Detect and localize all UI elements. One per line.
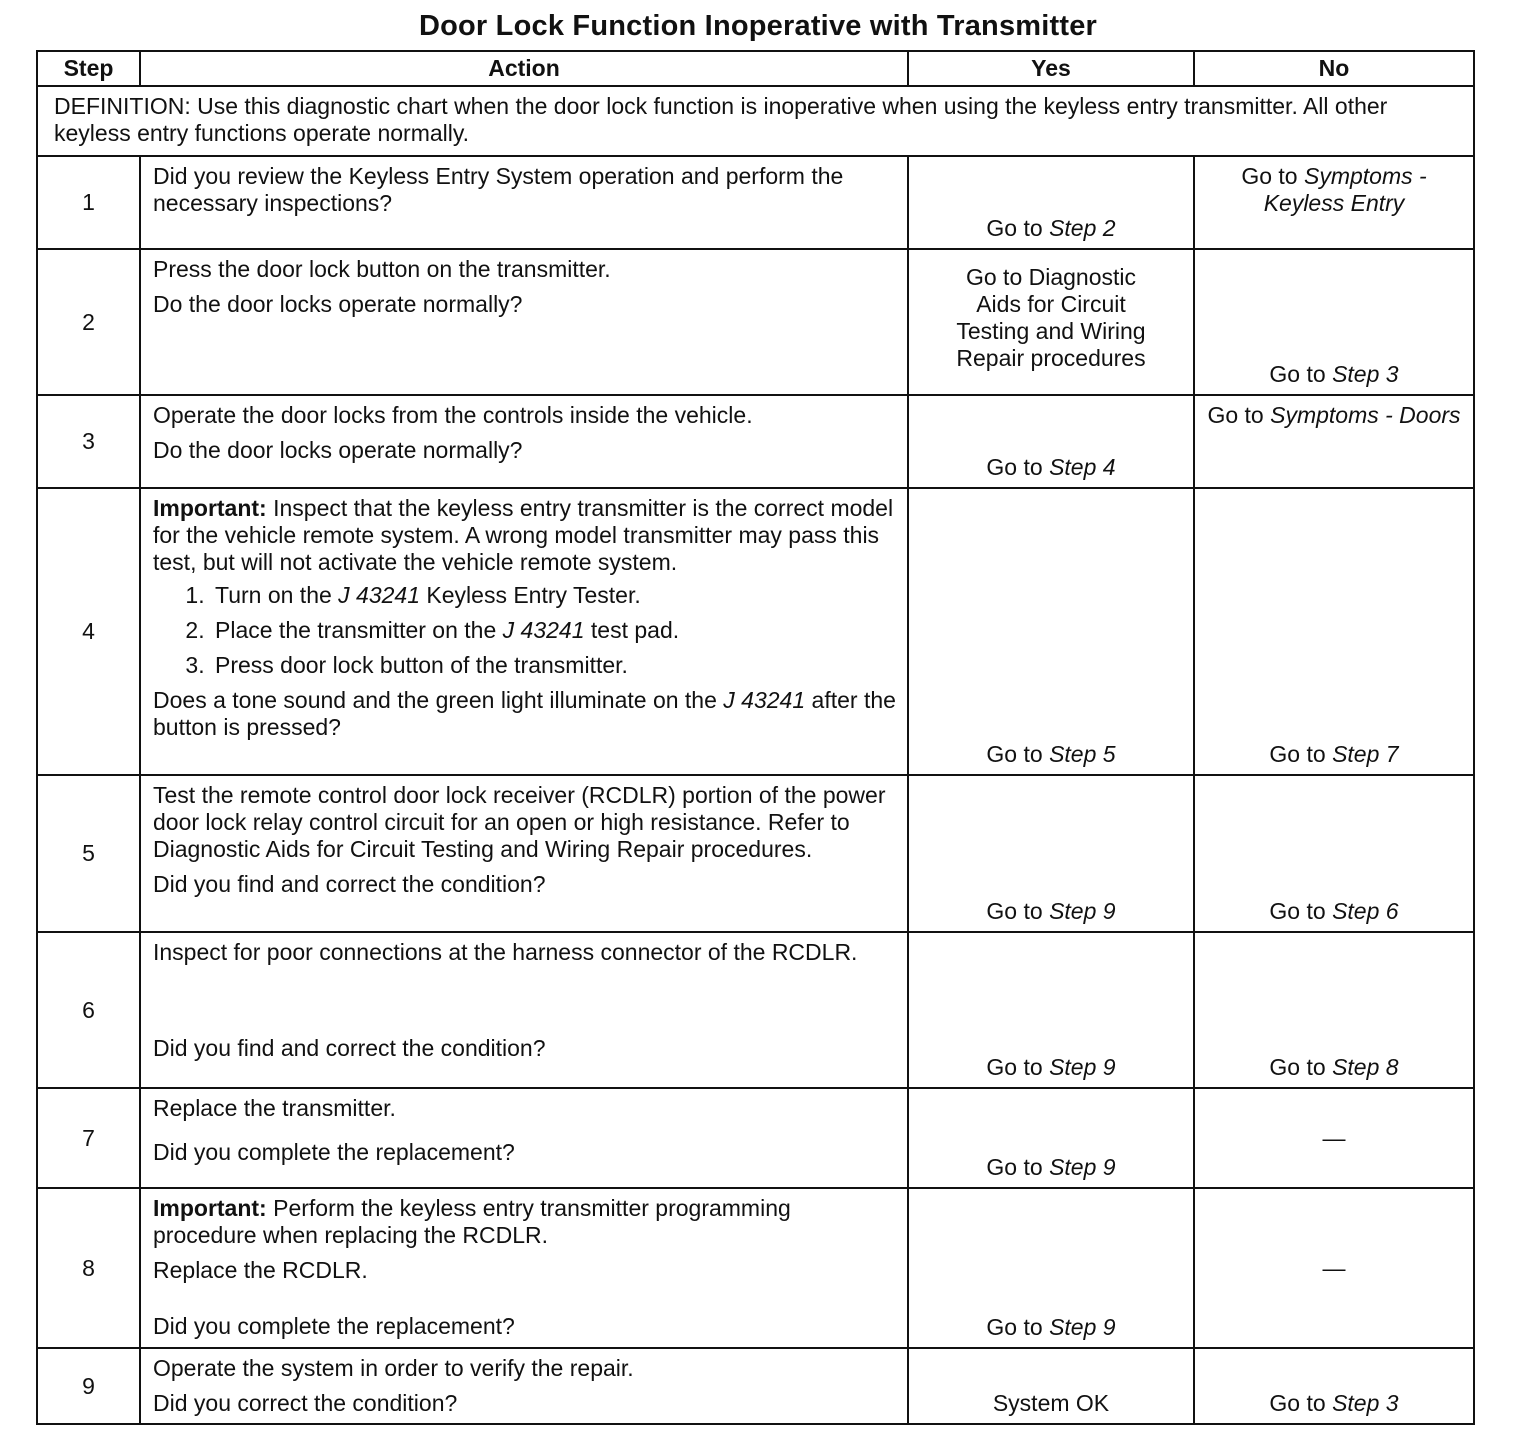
table-row [37, 249, 1474, 395]
step-ref: Step 8 [1332, 1054, 1399, 1080]
symptoms-ref: Symptoms - Doors [1270, 402, 1461, 428]
list-item: 2. Place the transmitter on the J 43241 test pad. [211, 617, 897, 644]
step-number: 7 [37, 1088, 140, 1188]
list-item: 1. Turn on the J 43241 Keyless Entry Tester. [211, 582, 897, 609]
no-cell: Go to Symptoms - Keyless Entry [1194, 156, 1474, 249]
no-cell: Go to Step 6 [1194, 775, 1474, 932]
step-number: 2 [37, 249, 140, 395]
no-cell: Go to Step 7 [1194, 488, 1474, 775]
symptoms-ref: Symptoms - Keyless Entry [1263, 163, 1427, 216]
action-cell [140, 1348, 908, 1424]
action-cell [140, 249, 908, 395]
action-cell [140, 1088, 908, 1188]
action-cell [140, 775, 908, 932]
definition-row [37, 86, 1474, 156]
action-question: Do the door locks operate normally? [153, 437, 523, 463]
action-cell [140, 395, 908, 488]
table-row [37, 1348, 1474, 1424]
no-cell: — [1194, 1088, 1474, 1188]
header-no: No [1194, 51, 1474, 86]
step-number: 6 [37, 932, 140, 1088]
yes-cell: Go to Step 2 [908, 156, 1194, 249]
action-question: Did you complete the replacement? [153, 1139, 515, 1165]
action-cell [140, 1188, 908, 1348]
step-ref: Step 4 [1049, 454, 1116, 480]
yes-cell: Go to Diagnostic Aids for Circuit Testing and Wiring Repair procedures [908, 249, 1194, 395]
step-ref: Step 3 [1332, 361, 1399, 387]
step-ref: Step 2 [1049, 215, 1116, 241]
page-title: Door Lock Function Inoperative with Transmitter [418, 10, 1098, 42]
step-ref: Step 5 [1049, 741, 1116, 767]
important-label: Important: [153, 495, 267, 521]
step-number: 5 [37, 775, 140, 932]
action-text: Operate the system in order to verify the repair. [153, 1355, 634, 1381]
action-text: Replace the transmitter. [153, 1095, 396, 1121]
action-question: Does a tone sound and the green light illuminate on the J 43241 after the button is pressed? [153, 687, 896, 740]
no-cell: — [1194, 1188, 1474, 1348]
table-row [37, 488, 1474, 775]
step-ref: Step 7 [1332, 741, 1399, 767]
yes-cell: Go to Step 9 [908, 775, 1194, 932]
step-ref: Step 6 [1332, 898, 1399, 924]
action-cell [140, 488, 908, 775]
header-row [37, 51, 1474, 86]
step-ref: Step 9 [1049, 1054, 1116, 1080]
step-number: 3 [37, 395, 140, 488]
action-text: Press the door lock button on the transmitter. [153, 256, 611, 282]
action-question: Did you find and correct the condition? [153, 871, 546, 897]
no-cell: Go to Step 8 [1194, 932, 1474, 1088]
step-number: 8 [37, 1188, 140, 1348]
important-note: Important: Inspect that the keyless entry transmitter is the correct model for the vehicle remote system. A wrong model transmitter may pass this test, but will not activate the vehicle remote system. [153, 495, 894, 575]
procedure-list [153, 582, 897, 679]
action-cell [140, 156, 908, 249]
list-item: 3. Press door lock button of the transmitter. [211, 652, 897, 679]
step-number: 4 [37, 488, 140, 775]
yes-cell: Go to Step 9 [908, 1088, 1194, 1188]
step-ref: Step 3 [1332, 1390, 1399, 1416]
yes-cell: System OK [908, 1348, 1194, 1424]
step-number: 9 [37, 1348, 140, 1424]
header-step: Step [37, 51, 140, 86]
action-text: Replace the RCDLR. [153, 1257, 368, 1283]
yes-cell: Go to Step 9 [908, 1188, 1194, 1348]
table-row [37, 395, 1474, 488]
action-question: Do the door locks operate normally? [153, 291, 523, 317]
yes-cell: Go to Step 5 [908, 488, 1194, 775]
header-yes: Yes [908, 51, 1194, 86]
no-cell: Go to Step 3 [1194, 249, 1474, 395]
action-text: Operate the door locks from the controls inside the vehicle. [153, 402, 753, 428]
important-label: Important: [153, 1195, 267, 1221]
action-text: Inspect for poor connections at the harness connector of the RCDLR. [153, 939, 858, 965]
action-question: Did you complete the replacement? [153, 1313, 515, 1339]
step-ref: Step 9 [1049, 898, 1116, 924]
diagnostic-table [36, 50, 1475, 1425]
table-row [37, 932, 1474, 1088]
table-row [37, 1088, 1474, 1188]
important-note: Important: Perform the keyless entry transmitter programming procedure when replacing the RCDLR. [153, 1195, 791, 1248]
no-cell: Go to Step 3 [1194, 1348, 1474, 1424]
step-ref: Step 9 [1049, 1314, 1116, 1340]
table-row [37, 156, 1474, 249]
action-text: Did you review the Keyless Entry System operation and perform the necessary inspections? [153, 163, 844, 216]
yes-cell: Go to Step 4 [908, 395, 1194, 488]
action-text: Test the remote control door lock receiver (RCDLR) portion of the power door lock relay control circuit for an open or high resistance. Refer to Diagnostic Aids for Circuit Testing and Wiring Repair procedures. [153, 782, 886, 862]
table-row [37, 1188, 1474, 1348]
no-cell: Go to Symptoms - Doors [1194, 395, 1474, 488]
action-cell [140, 932, 908, 1088]
table-row [37, 775, 1474, 932]
action-question: Did you correct the condition? [153, 1390, 458, 1416]
action-question: Did you find and correct the condition? [153, 1035, 546, 1061]
yes-cell: Go to Step 9 [908, 932, 1194, 1088]
step-number: 1 [37, 156, 140, 249]
step-ref: Step 9 [1049, 1154, 1116, 1180]
definition-text: DEFINITION: Use this diagnostic chart when the door lock function is inoperative when using the keyless entry transmitter. All other keyless entry functions operate normally. [37, 86, 1474, 156]
header-action: Action [140, 51, 908, 86]
